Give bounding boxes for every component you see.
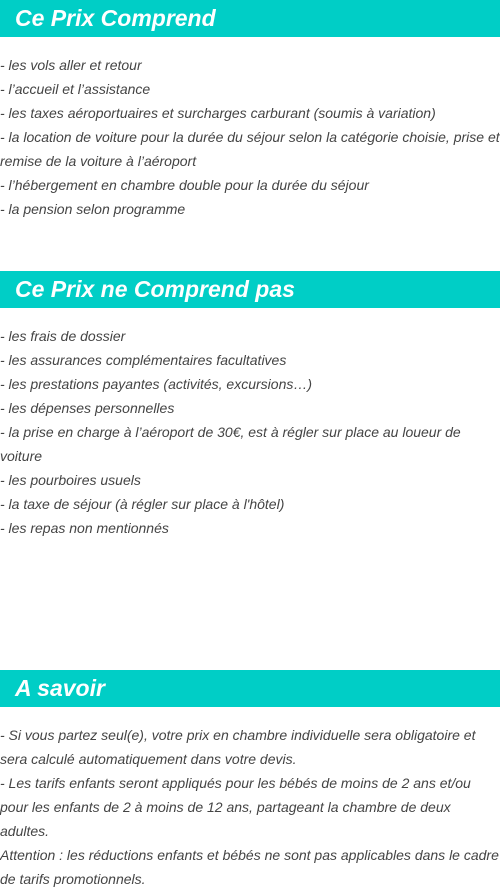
list-item: - les repas non mentionnés — [0, 520, 169, 536]
list-item: - les dépenses personnelles — [0, 400, 175, 416]
list-item: - les frais de dossier — [0, 328, 126, 344]
list-item: - la location de voiture pour la durée du séjour selon la catégorie choisie, prise et remise de la voiture à l’aéroport — [0, 129, 500, 169]
info-list — [0, 723, 500, 891]
list-item: - Si vous partez seul(e), votre prix en chambre individuelle sera obligatoire et sera calculé automatiquement dans votre devis. — [0, 727, 476, 767]
excludes-section-title: Ce Prix ne Comprend pas — [0, 271, 500, 308]
list-item: - les pourboires usuels — [0, 472, 141, 488]
list-item: - les taxes aéroportuaires et surcharges carburant (soumis à variation) — [0, 105, 436, 121]
list-item: - l’accueil et l’assistance — [0, 81, 151, 97]
includes-list — [0, 53, 500, 221]
list-item: - Les tarifs enfants seront appliqués pour les bébés de moins de 2 ans et/ou pour les enfants de 2 à moins de 12 ans, partageant la chambre de deux adultes. — [0, 775, 471, 839]
list-item: - l’hébergement en chambre double pour la durée du séjour — [0, 177, 369, 193]
list-item: - la pension selon programme — [0, 201, 186, 217]
list-item: Attention : les réductions enfants et bébés ne sont pas applicables dans le cadre de tarifs promotionnels. — [0, 847, 499, 887]
excludes-list — [0, 324, 500, 540]
list-item: - la taxe de séjour (à régler sur place à l'hôtel) — [0, 496, 285, 512]
list-item: - les prestations payantes (activités, excursions…) — [0, 376, 313, 392]
list-item: - la prise en charge à l’aéroport de 30€, est à régler sur place au loueur de voiture — [0, 424, 461, 464]
includes-section-title: Ce Prix Comprend — [0, 0, 500, 37]
info-section-title: A savoir — [0, 670, 500, 707]
list-item: - les assurances complémentaires facultatives — [0, 352, 287, 368]
list-item: - les vols aller et retour — [0, 57, 142, 73]
